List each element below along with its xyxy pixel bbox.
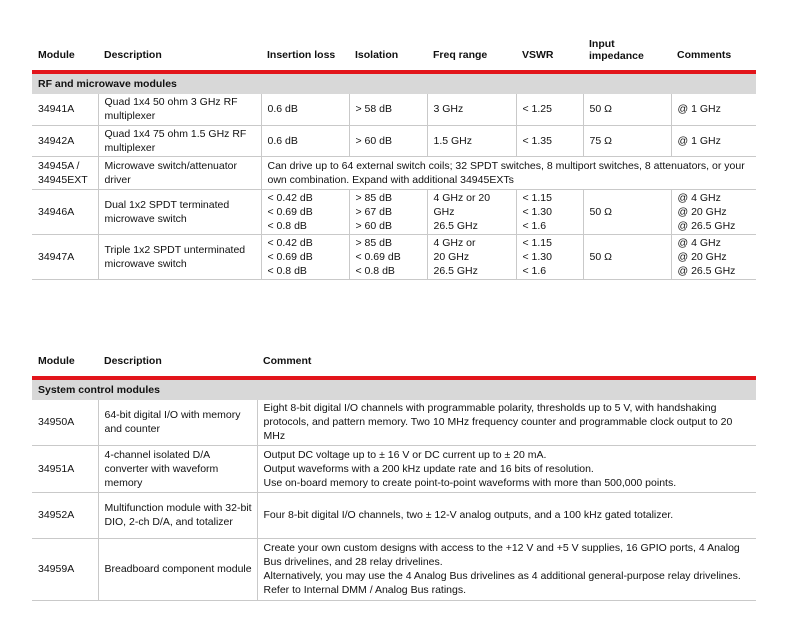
freq-cell: 4 GHz or 20 GHz 26.5 GHz	[427, 234, 516, 279]
module-cell: 34945A / 34945EXT	[32, 156, 98, 189]
isolation-cell: > 85 dB < 0.69 dB < 0.8 dB	[349, 234, 427, 279]
table-row	[32, 538, 756, 600]
description-cell: 4-channel isolated D/A converter with waveform memory	[98, 445, 257, 492]
isolation-cell: > 58 dB	[349, 94, 427, 125]
comment-cell: Eight 8-bit digital I/O channels with programmable polarity, thresholds up to 5 V, with handshaking protocols, and pattern memory. Two 10 MHz frequency counter and programmable clock output to 20 MHz	[257, 400, 756, 445]
column-header: Isolation	[355, 49, 399, 61]
column-header: Module	[38, 355, 75, 367]
impedance-cell: 50 Ω	[583, 189, 671, 234]
column-header: Insertion loss	[267, 49, 336, 61]
system-control-table	[32, 338, 756, 601]
comment-cell: Four 8-bit digital I/O channels, two ± 12-V analog outputs, and a 100 kHz gated totalizer.	[257, 492, 756, 538]
table-row	[32, 94, 756, 125]
column-header: VSWR	[522, 49, 554, 61]
module-cell: 34950A	[32, 400, 98, 445]
freq-cell: 1.5 GHz	[427, 125, 516, 156]
table-row	[32, 492, 756, 538]
comments-cell: @ 4 GHz @ 20 GHz @ 26.5 GHz	[671, 189, 756, 234]
description-cell: Quad 1x4 50 ohm 3 GHz RF multiplexer	[98, 94, 261, 125]
section-title: RF and microwave modules	[32, 74, 756, 94]
description-cell: Breadboard component module	[98, 538, 257, 600]
impedance-cell: 50 Ω	[583, 94, 671, 125]
description-cell: Triple 1x2 SPDT unterminated microwave switch	[98, 234, 261, 279]
section-row	[32, 74, 756, 94]
comments-cell: @ 1 GHz	[671, 94, 756, 125]
column-header: Description	[104, 355, 162, 367]
table-row	[32, 400, 756, 445]
table-header-row	[32, 32, 756, 70]
description-cell: Multifunction module with 32-bit DIO, 2-ch D/A, and totalizer	[98, 492, 257, 538]
column-header: Module	[38, 49, 75, 61]
freq-cell: 3 GHz	[427, 94, 516, 125]
table-header-row	[32, 338, 756, 376]
table-row	[32, 445, 756, 492]
description-cell: Microwave switch/attenuator driver	[98, 156, 261, 189]
module-cell: 34942A	[32, 125, 98, 156]
table-row	[32, 189, 756, 234]
comment-cell: Output DC voltage up to ± 16 V or DC current up to ± 20 mA. Output waveforms with a 200 kHz update rate and 16 bits of resolution. Use on-board memory to create point-to-point waveforms with more than 500,000 points.	[257, 445, 756, 492]
vswr-cell: < 1.15 < 1.30 < 1.6	[516, 234, 583, 279]
spanning-comment-cell: Can drive up to 64 external switch coils; 32 SPDT switches, 8 multiport switches, 8 attenuators, or your own combination. Expand with additional 34945EXTs	[261, 156, 756, 189]
column-header: Comment	[263, 355, 312, 367]
table-row	[32, 125, 756, 156]
comments-cell: @ 4 GHz @ 20 GHz @ 26.5 GHz	[671, 234, 756, 279]
column-header: Freq range	[433, 49, 488, 61]
impedance-cell: 50 Ω	[583, 234, 671, 279]
column-header: Input impedance	[589, 38, 644, 62]
description-cell: Quad 1x4 75 ohm 1.5 GHz RF multiplexer	[98, 125, 261, 156]
comments-cell: @ 1 GHz	[671, 125, 756, 156]
insertion-loss-cell: < 0.42 dB < 0.69 dB < 0.8 dB	[261, 189, 349, 234]
column-header: Description	[104, 49, 162, 61]
section-title: System control modules	[32, 380, 756, 400]
impedance-cell: 75 Ω	[583, 125, 671, 156]
module-cell: 34941A	[32, 94, 98, 125]
module-cell: 34947A	[32, 234, 98, 279]
vswr-cell: < 1.15 < 1.30 < 1.6	[516, 189, 583, 234]
rf-modules-table	[32, 32, 756, 280]
insertion-loss-cell: 0.6 dB	[261, 125, 349, 156]
vswr-cell: < 1.25	[516, 94, 583, 125]
vswr-cell: < 1.35	[516, 125, 583, 156]
column-header: Comments	[677, 49, 732, 61]
table-row	[32, 234, 756, 279]
section-row	[32, 380, 756, 400]
comment-cell: Create your own custom designs with access to the +12 V and +5 V supplies, 16 GPIO ports, 4 Analog Bus drivelines, and 28 relay drivelines. Alternatively, you may use the 4 Analog Bus drivelines as 4 additional general-purpose relay drivelines. Refer to Internal DMM / Analog Bus ratings.	[257, 538, 756, 600]
module-cell: 34952A	[32, 492, 98, 538]
description-cell: 64-bit digital I/O with memory and counter	[98, 400, 257, 445]
table-row	[32, 156, 756, 189]
module-cell: 34959A	[32, 538, 98, 600]
insertion-loss-cell: < 0.42 dB < 0.69 dB < 0.8 dB	[261, 234, 349, 279]
module-cell: 34946A	[32, 189, 98, 234]
description-cell: Dual 1x2 SPDT terminated microwave switch	[98, 189, 261, 234]
insertion-loss-cell: 0.6 dB	[261, 94, 349, 125]
freq-cell: 4 GHz or 20 GHz 26.5 GHz	[427, 189, 516, 234]
module-cell: 34951A	[32, 445, 98, 492]
isolation-cell: > 60 dB	[349, 125, 427, 156]
isolation-cell: > 85 dB > 67 dB > 60 dB	[349, 189, 427, 234]
